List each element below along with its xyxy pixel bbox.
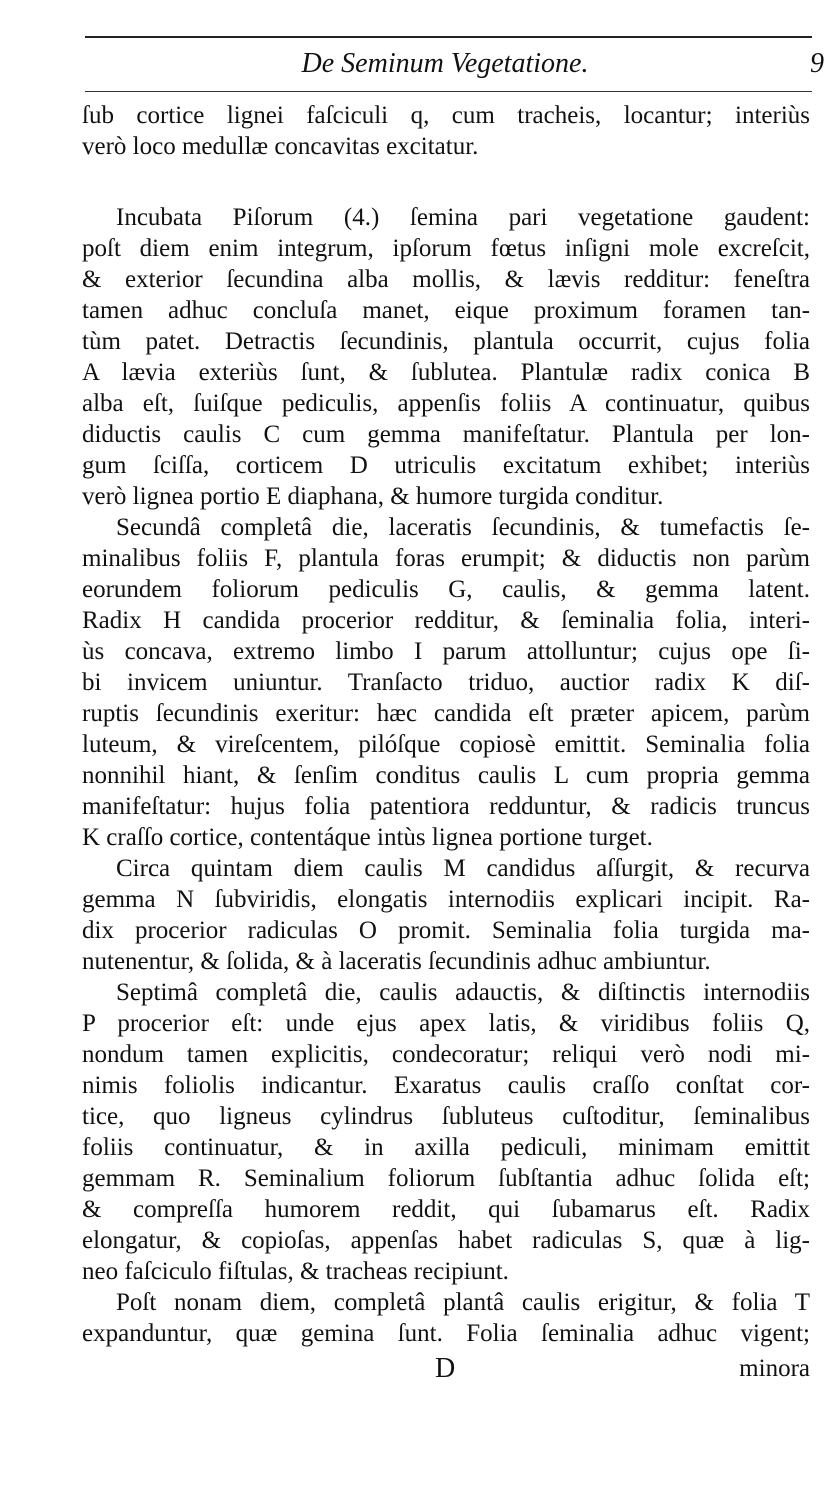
text-line: tùm patet. Detractis ſecundinis, plantula occurrit, cujus folia (82, 328, 810, 355)
text-line: Radix H candida procerior redditur, & ſeminalia folia, interi- (82, 607, 810, 634)
paragraph (82, 977, 810, 1287)
catchword: minora (739, 1355, 810, 1382)
text-line: Circa quintam diem caulis M candidus aſſurgit, & recurva (116, 855, 810, 882)
text-line: foliis continuatur, & in axilla pediculi, minimam emittit (82, 1134, 810, 1161)
text-line: bi invicem uniuntur. Tranſacto triduo, auctior radix K diſ- (82, 669, 810, 696)
text-line: ùs concava, extremo limbo I parum attolluntur; cujus ope ſi- (82, 638, 810, 665)
text-line: ſub cortice lignei faſciculi q, cum tracheis, locantur; interiùs (82, 102, 810, 129)
text-line: nimis foliolis indicantur. Exaratus caulis craſſo conſtat cor- (82, 1072, 810, 1099)
text-line: gemmam R. Seminalium foliorum ſubſtantia adhuc ſolida eſt; (82, 1165, 810, 1192)
text-line: tamen adhuc concluſa manet, eique proximum foramen tan- (82, 297, 810, 324)
text-line: Septimâ completâ die, caulis adauctis, & diſtinctis internodiis (116, 979, 810, 1006)
running-title: De Seminum Vegetatione. (301, 48, 589, 79)
text-line: tice, quo ligneus cylindrus ſubluteus cuſtoditur, ſeminalibus (82, 1103, 810, 1130)
text-line: P procerior eſt: unde ejus apex latis, & viridibus foliis Q, (82, 1010, 810, 1037)
signature-mark: D (435, 1353, 456, 1384)
text-line: verò lignea portio E diaphana, & humore turgida conditur. (82, 483, 664, 510)
text-line: & compreſſa humorem reddit, qui ſubamarus eſt. Radix (82, 1196, 810, 1223)
text-line: manifeſtatur: hujus folia patentiora redduntur, & radicis truncus (82, 793, 810, 820)
text-line: luteum, & vireſcentem, pilóſque copiosè emittit. Seminalia folia (82, 731, 810, 758)
text-line: nutenentur, & ſolida, & à laceratis ſecundinis adhuc ambiuntur. (82, 948, 711, 975)
text-line: & exterior ſecundina alba mollis, & lævis redditur: feneſtra (82, 266, 810, 293)
text-line: dix procerior radiculas O promit. Seminalia folia turgida ma- (82, 917, 810, 944)
text-line: verò loco medullæ concavitas excitatur. (82, 133, 479, 160)
paragraph (82, 853, 810, 977)
text-line: diductis caulis C cum gemma manifeſtatur. Plantula per lon- (82, 421, 810, 448)
text-line: expanduntur, quæ gemina ſunt. Folia ſeminalia adhuc vigent; (82, 1320, 810, 1347)
header-rule (85, 91, 812, 92)
body-text (82, 100, 810, 1387)
top-rule (85, 36, 812, 38)
text-line: elongatur, & copioſas, appenſas habet radiculas S, quæ à lig- (82, 1227, 810, 1254)
text-line: poſt diem enim integrum, ipſorum fœtus inſigni mole excreſcit, (82, 235, 810, 262)
text-line: Incubata Piſorum (4.) ſemina pari vegetatione gaudent: (116, 204, 810, 231)
text-line: neo faſciculo fiſtulas, & tracheas recipiunt. (82, 1258, 509, 1285)
page-number: 9 (810, 48, 824, 79)
paragraph (82, 202, 810, 512)
text-line: Poſt nonam diem, completâ plantâ caulis erigitur, & folia T (116, 1289, 810, 1316)
text-line: gemma N ſubviridis, elongatis internodiis explicari incipit. Ra- (82, 886, 810, 913)
text-line: A lævia exteriùs ſunt, & ſublutea. Plantulæ radix conica B (82, 359, 810, 386)
text-line: alba eſt, ſuiſque pediculis, appenſis foliis A continuatur, quibus (82, 390, 810, 417)
text-line: minalibus foliis F, plantula foras erumpit; & diductis non parùm (82, 545, 810, 572)
page-footer (82, 1351, 810, 1387)
text-line: K craſſo cortice, contentáque intùs lignea portione turget. (82, 824, 653, 851)
paragraph (82, 1287, 810, 1349)
text-line: gum ſciſſa, corticem D utriculis excitatum exhibet; interiùs (82, 452, 810, 479)
text-line: nonnihil hiant, & ſenſim conditus caulis L cum propria gemma (82, 762, 810, 789)
text-line: eorundem foliorum pediculis G, caulis, & gemma latent. (82, 576, 810, 603)
text-line: nondum tamen explicitis, condecoratur; reliqui verò nodi mi- (82, 1041, 810, 1068)
text-line: ruptis ſecundinis exeritur: hæc candida eſt præter apicem, parùm (82, 700, 810, 727)
paragraph (82, 512, 810, 853)
paragraph (82, 100, 810, 162)
text-line: Secundâ completâ die, laceratis ſecundinis, & tumefactis ſe- (116, 514, 810, 541)
